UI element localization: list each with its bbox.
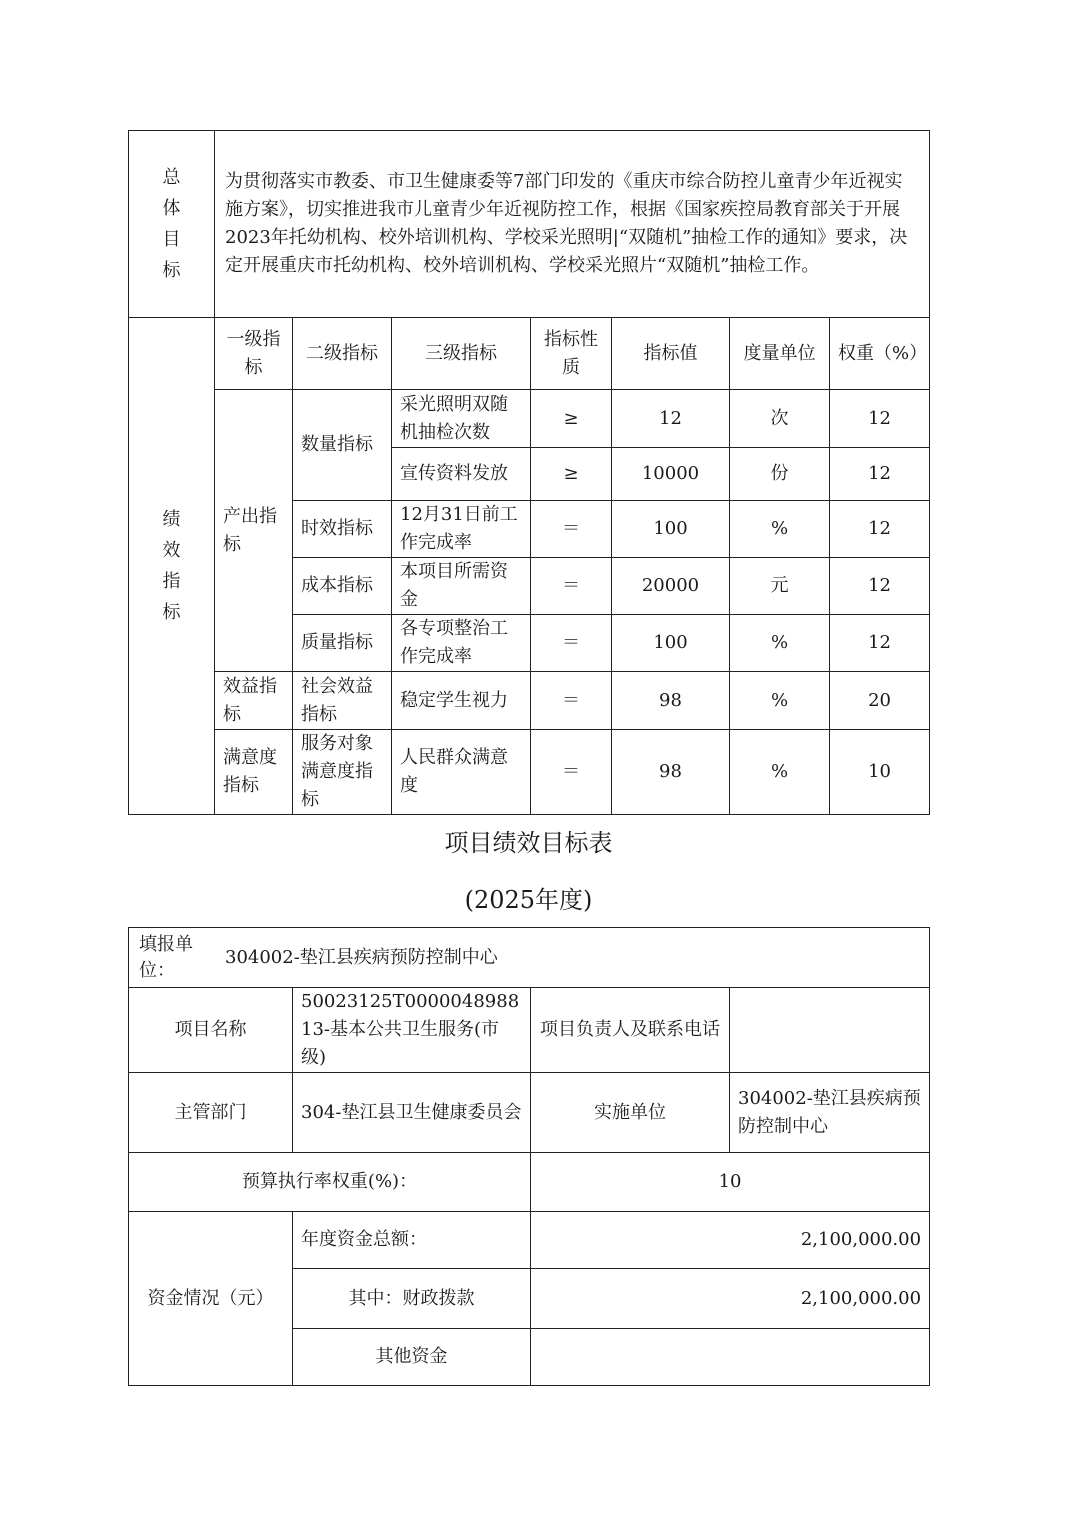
weight-cell: 12 — [830, 501, 930, 558]
dept-label: 主管部门 — [129, 1073, 293, 1153]
nature-cell: ＝ — [531, 730, 612, 815]
funds-label: 资金情况（元） — [129, 1212, 293, 1386]
value-cell: 12 — [612, 390, 730, 448]
impl-label: 实施单位 — [531, 1073, 730, 1153]
goal-text: 为贯彻落实市教委、市卫生健康委等7部门印发的《重庆市综合防控儿童青少年近视实施方案》，切实推进我市儿童青少年近视防控工作，根据《国家疾控局教育部关于开展2023年托幼机构、校外培训机构、学校采光照明|“双随机”抽检工作的通知》要求，决定开展重庆市托幼机构、校外培训机构、学校采光照片“双随机”抽检工作。 — [215, 131, 930, 318]
level3-cell: 本项目所需资金 — [392, 558, 531, 615]
project-name-label: 项目名称 — [129, 988, 293, 1073]
header-unit: 度量单位 — [730, 318, 830, 390]
unit-label: 填报单位： — [139, 933, 193, 981]
indicators-label: 绩 效 指 标 — [129, 318, 215, 815]
value-cell: 98 — [612, 672, 730, 730]
header-level1: 一级指标 — [215, 318, 293, 390]
unit-cell: % — [730, 615, 830, 672]
level2-cost: 成本指标 — [293, 558, 392, 615]
unit-row — [129, 928, 930, 988]
header-value: 指标值 — [612, 318, 730, 390]
level2-service: 服务对象满意度指标 — [293, 730, 392, 815]
level1-satisfaction: 满意度指标 — [215, 730, 293, 815]
level3-cell: 稳定学生视力 — [392, 672, 531, 730]
unit-cell: % — [730, 501, 830, 558]
header-weight: 权重（%） — [830, 318, 930, 390]
nature-cell: ＝ — [531, 501, 612, 558]
level2-social: 社会效益指标 — [293, 672, 392, 730]
value-cell: 10000 — [612, 448, 730, 501]
unit-value: 304002-垫江县疾病预防控制中心 — [225, 946, 498, 968]
page-title: 项目绩效目标表 — [444, 829, 613, 857]
annual-value: 2,100,000.00 — [531, 1212, 930, 1269]
level1-benefit: 效益指标 — [215, 672, 293, 730]
page-subtitle: (2025年度) — [464, 886, 593, 914]
annual-label: 年度资金总额： — [293, 1212, 531, 1269]
level3-cell: 宣传资料发放 — [392, 448, 531, 501]
header-level3: 三级指标 — [392, 318, 531, 390]
level2-timeliness: 时效指标 — [293, 501, 392, 558]
value-cell: 100 — [612, 615, 730, 672]
project-name-value: 50023125T000004898813-基本公共卫生服务(市级) — [293, 988, 531, 1073]
weight-cell: 12 — [830, 558, 930, 615]
level3-cell: 12月31日前工作完成率 — [392, 501, 531, 558]
nature-cell: ＝ — [531, 615, 612, 672]
fiscal-value: 2,100,000.00 — [531, 1269, 930, 1329]
value-cell: 98 — [612, 730, 730, 815]
header-nature: 指标性质 — [531, 318, 612, 390]
header-level2: 二级指标 — [293, 318, 392, 390]
level3-cell: 各专项整治工作完成率 — [392, 615, 531, 672]
dept-value: 304-垫江县卫生健康委员会 — [293, 1073, 531, 1153]
weight-cell: 10 — [830, 730, 930, 815]
weight-cell: 12 — [830, 448, 930, 501]
unit-cell: % — [730, 730, 830, 815]
level3-cell: 人民群众满意度 — [392, 730, 531, 815]
contact-value — [730, 988, 930, 1073]
project-info-table — [128, 927, 930, 1386]
nature-cell: ＝ — [531, 558, 612, 615]
value-cell: 20000 — [612, 558, 730, 615]
unit-cell: % — [730, 672, 830, 730]
level2-quality: 质量指标 — [293, 615, 392, 672]
weight-cell: 20 — [830, 672, 930, 730]
level2-quantity: 数量指标 — [293, 390, 392, 501]
level1-output: 产出指标 — [215, 390, 293, 672]
nature-cell: ≥ — [531, 448, 612, 501]
weight-cell: 12 — [830, 615, 930, 672]
nature-cell: ＝ — [531, 672, 612, 730]
other-value — [531, 1329, 930, 1386]
exec-rate-label: 预算执行率权重(%)： — [129, 1153, 531, 1212]
performance-indicator-table — [128, 130, 930, 815]
other-label: 其他资金 — [293, 1329, 531, 1386]
contact-label: 项目负责人及联系电话 — [531, 988, 730, 1073]
impl-value: 304002-垫江县疾病预防控制中心 — [730, 1073, 930, 1153]
unit-cell: 次 — [730, 390, 830, 448]
exec-rate-value: 10 — [531, 1153, 930, 1212]
weight-cell: 12 — [830, 390, 930, 448]
level3-cell: 采光照明双随机抽检次数 — [392, 390, 531, 448]
nature-cell: ≥ — [531, 390, 612, 448]
goal-label: 总 体 目 标 — [129, 131, 215, 318]
unit-cell: 元 — [730, 558, 830, 615]
fiscal-label: 其中：财政拨款 — [293, 1269, 531, 1329]
value-cell: 100 — [612, 501, 730, 558]
unit-cell: 份 — [730, 448, 830, 501]
